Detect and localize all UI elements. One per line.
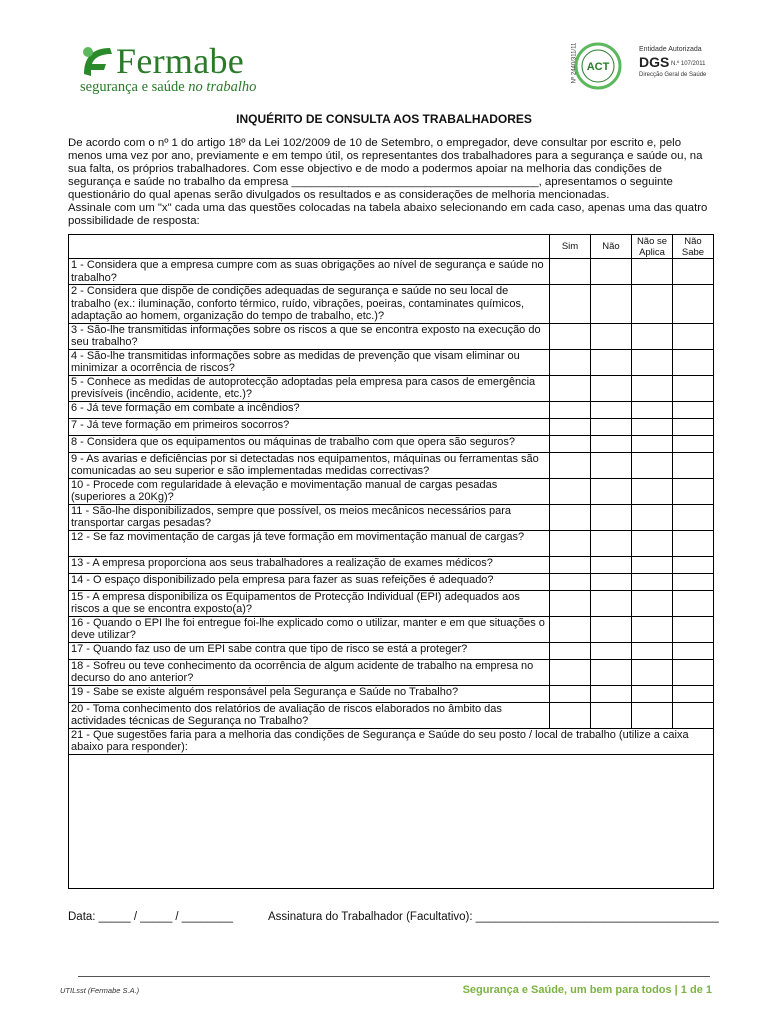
question-text: 8 - Considera que os equipamentos ou máquinas de trabalho com que opera são seguros? xyxy=(69,435,550,452)
question-text: 15 - A empresa disponibiliza os Equipamentos de Protecção Individual (EPI) adequados aos riscos a que se encontra exposto(a)? xyxy=(69,590,550,616)
answer-nao-sabe-cell[interactable] xyxy=(673,702,714,728)
logo-tag-main: segurança e saúde xyxy=(80,79,189,95)
answer-nao-sabe-cell[interactable] xyxy=(673,556,714,573)
header-nao-sabe: Não Sabe xyxy=(673,235,714,259)
answer-nao-se-aplica-cell[interactable] xyxy=(632,418,673,435)
answer-nao-cell[interactable] xyxy=(591,504,632,530)
table-row xyxy=(69,590,714,616)
table-row xyxy=(69,530,714,556)
question-text: 7 - Já teve formação em primeiros socorros? xyxy=(69,418,550,435)
answer-nao-se-aplica-cell[interactable] xyxy=(632,349,673,375)
page-title: INQUÉRITO DE CONSULTA AOS TRABALHADORES xyxy=(236,112,532,126)
answer-sim-cell[interactable] xyxy=(550,616,591,642)
answer-sim-cell[interactable] xyxy=(550,435,591,452)
question-text: 12 - Se faz movimentação de cargas já teve formação em movimentação manual de cargas? xyxy=(69,530,550,556)
answer-nao-cell[interactable] xyxy=(591,530,632,556)
answer-sim-cell[interactable] xyxy=(550,478,591,504)
question-text: 10 - Procede com regularidade à elevação e movimentação manual de cargas pesadas (superiores a 20Kg)? xyxy=(69,478,550,504)
answer-nao-se-aplica-cell[interactable] xyxy=(632,659,673,685)
table-row xyxy=(69,401,714,418)
answer-nao-sabe-cell[interactable] xyxy=(673,478,714,504)
question-text: 3 - São-lhe transmitidas informações sobre os riscos a que se encontra exposto na execução do seu trabalho? xyxy=(69,323,550,349)
question-text: 4 - São-lhe transmitidas informações sobre as medidas de prevenção que visam eliminar ou minimizar a ocorrência de riscos? xyxy=(69,349,550,375)
answer-sim-cell[interactable] xyxy=(550,573,591,590)
question-text: 1 - Considera que a empresa cumpre com as suas obrigações ao nível de segurança e saúde no trabalho? xyxy=(69,259,550,285)
answer-nao-cell[interactable] xyxy=(591,659,632,685)
answer-sim-cell[interactable] xyxy=(550,702,591,728)
answer-nao-cell[interactable] xyxy=(591,452,632,478)
answer-sim-cell[interactable] xyxy=(550,375,591,401)
answer-nao-cell[interactable] xyxy=(591,478,632,504)
question-text: 17 - Quando faz uso de um EPI sabe contra que tipo de risco se está a proteger? xyxy=(69,642,550,659)
answer-nao-se-aplica-cell[interactable] xyxy=(632,504,673,530)
answer-nao-cell[interactable] xyxy=(591,349,632,375)
cert-ring-label: ACT xyxy=(586,61,610,73)
answer-nao-cell[interactable] xyxy=(591,375,632,401)
answer-nao-se-aplica-cell[interactable] xyxy=(632,530,673,556)
logo-name: Fermabe xyxy=(116,41,245,81)
answer-nao-se-aplica-cell[interactable] xyxy=(632,590,673,616)
cert-entity: Entidade Autorizada xyxy=(639,46,702,53)
table-row xyxy=(69,418,714,435)
question-text: 18 - Sofreu ou teve conhecimento da ocorrência de algum acidente de trabalho na empresa no decurso do ano anterior? xyxy=(69,659,550,685)
answer-nao-se-aplica-cell[interactable] xyxy=(632,642,673,659)
suggestion-row xyxy=(69,754,714,888)
certification-block xyxy=(566,40,716,90)
answer-nao-se-aplica-cell[interactable] xyxy=(632,375,673,401)
question-text: 11 - São-lhe disponibilizados, sempre que possível, os meios mecânicos necessários para transportar cargas pesadas? xyxy=(69,504,550,530)
answer-sim-cell[interactable] xyxy=(550,452,591,478)
intro-text xyxy=(68,137,713,228)
table-row xyxy=(69,659,714,685)
questionnaire-table xyxy=(68,234,714,889)
answer-nao-sabe-cell[interactable] xyxy=(673,452,714,478)
answer-sim-cell[interactable] xyxy=(550,590,591,616)
cert-number: Nº 2440/311/11 xyxy=(571,42,578,84)
answer-nao-se-aplica-cell[interactable] xyxy=(632,556,673,573)
answer-nao-cell[interactable] xyxy=(591,590,632,616)
question-text: 13 - A empresa proporciona aos seus trabalhadores a realização de exames médicos? xyxy=(69,556,550,573)
table-row xyxy=(69,573,714,590)
header-nao-se-aplica: Não se Aplica xyxy=(632,235,673,259)
question-text: 5 - Conhece as medidas de autoprotecção adoptadas pela empresa para casos de emergência previsíveis (incêndio, acidente, etc.)? xyxy=(69,375,550,401)
answer-sim-cell[interactable] xyxy=(550,401,591,418)
logo-tag-italic: no trabalho xyxy=(188,79,257,95)
answer-nao-se-aplica-cell[interactable] xyxy=(632,702,673,728)
table-row xyxy=(69,478,714,504)
intro-paragraph: De acordo com o nº 1 do artigo 18º da Lei 102/2009 de 10 de Setembro, o empregador, deve consultar por escrito e, pelo menos uma vez por ano, previamente e em tempo útil, os representantes dos trabalhadores para a segurança e saúde ou, na sua falta, os próprios trabalhadores. Com esse objectivo e de modo a podermos apoiar na melhoria das condições de segurança e saúde no trabalho da empresa _______________________________________, apresentamos o seguinte questionário do qual apenas serão divulgados os resultados e as considerações de melhoria mencionadas. xyxy=(68,137,703,201)
answer-nao-cell[interactable] xyxy=(591,435,632,452)
answer-sim-cell[interactable] xyxy=(550,418,591,435)
answer-nao-sabe-cell[interactable] xyxy=(673,573,714,590)
answer-nao-se-aplica-cell[interactable] xyxy=(632,685,673,702)
answer-nao-se-aplica-cell[interactable] xyxy=(632,323,673,349)
date-field[interactable]: Data: _____ / _____ / ________ xyxy=(68,911,233,923)
answer-nao-sabe-cell[interactable] xyxy=(673,642,714,659)
answer-nao-sabe-cell[interactable] xyxy=(673,418,714,435)
cert-dgs-number: N.º 107/2011 xyxy=(671,61,706,67)
fermabe-logo-icon xyxy=(80,44,116,78)
table-row xyxy=(69,375,714,401)
answer-sim-cell[interactable] xyxy=(550,530,591,556)
question-text: 14 - O espaço disponibilizado pela empresa para fazer as suas refeições é adequado? xyxy=(69,573,550,590)
answer-sim-cell[interactable] xyxy=(550,659,591,685)
table-row xyxy=(69,349,714,375)
header-question xyxy=(69,235,550,259)
table-row xyxy=(69,452,714,478)
question-21-text: 21 - Que sugestões faria para a melhoria das condições de Segurança e Saúde do seu posto / local de trabalho (utilize a caixa abaixo para responder): xyxy=(69,728,714,754)
cert-dgs: DGS xyxy=(639,54,670,70)
answer-nao-se-aplica-cell[interactable] xyxy=(632,285,673,324)
table-row xyxy=(69,504,714,530)
logo-tagline xyxy=(80,79,256,96)
footer-company: UTILsst (Fermabe S.A.) xyxy=(60,986,140,995)
footer-slogan: Segurança e Saúde, um bem para todos | 1 de 1 xyxy=(462,984,712,996)
answer-sim-cell[interactable] xyxy=(550,349,591,375)
header-nao: Não xyxy=(591,235,632,259)
answer-nao-sabe-cell[interactable] xyxy=(673,616,714,642)
answer-sim-cell[interactable] xyxy=(550,285,591,324)
answer-nao-sabe-cell[interactable] xyxy=(673,504,714,530)
answer-sim-cell[interactable] xyxy=(550,685,591,702)
answer-nao-se-aplica-cell[interactable] xyxy=(632,573,673,590)
answer-nao-sabe-cell[interactable] xyxy=(673,590,714,616)
table-row xyxy=(69,435,714,452)
header-sim: Sim xyxy=(550,235,591,259)
cert-direction: Direcção Geral de Saúde xyxy=(639,72,707,78)
answer-nao-sabe-cell[interactable] xyxy=(673,323,714,349)
question-text: 2 - Considera que dispõe de condições adequadas de segurança e saúde no seu local de trabalho (ex.: iluminação, conforto térmico, ruído, vibrações, poeiras, contaminates químicos, adaptação ao homem, organização do tempo de trabalho, etc.)? xyxy=(69,285,550,324)
answer-nao-sabe-cell[interactable] xyxy=(673,375,714,401)
answer-nao-se-aplica-cell[interactable] xyxy=(632,401,673,418)
answer-nao-sabe-cell[interactable] xyxy=(673,530,714,556)
answer-nao-sabe-cell[interactable] xyxy=(673,659,714,685)
answer-nao-cell[interactable] xyxy=(591,418,632,435)
answer-sim-cell[interactable] xyxy=(550,259,591,285)
answer-nao-sabe-cell[interactable] xyxy=(673,685,714,702)
answer-nao-cell[interactable] xyxy=(591,323,632,349)
footer-divider xyxy=(78,976,710,977)
answer-sim-cell[interactable] xyxy=(550,556,591,573)
suggestion-box[interactable] xyxy=(69,754,714,888)
answer-nao-se-aplica-cell[interactable] xyxy=(632,435,673,452)
question-text: 6 - Já teve formação em combate a incêndios? xyxy=(69,401,550,418)
table-row xyxy=(69,685,714,702)
table-row xyxy=(69,285,714,324)
answer-nao-sabe-cell[interactable] xyxy=(673,259,714,285)
answer-sim-cell[interactable] xyxy=(550,504,591,530)
table-row xyxy=(69,259,714,285)
table-row xyxy=(69,728,714,754)
answer-nao-se-aplica-cell[interactable] xyxy=(632,478,673,504)
question-text: 16 - Quando o EPI lhe foi entregue foi-lhe explicado como o utilizar, manter e em que situações o deve utilizar? xyxy=(69,616,550,642)
answer-sim-cell[interactable] xyxy=(550,642,591,659)
answer-nao-sabe-cell[interactable] xyxy=(673,285,714,324)
answer-nao-se-aplica-cell[interactable] xyxy=(632,616,673,642)
question-text: 9 - As avarias e deficiências por si detectadas nos equipamentos, máquinas ou ferramentas são comunicadas ao seu superior e são implementadas medidas correctivas? xyxy=(69,452,550,478)
table-row xyxy=(69,323,714,349)
answer-nao-cell[interactable] xyxy=(591,556,632,573)
question-text: 19 - Sabe se existe alguém responsável pela Segurança e Saúde no Trabalho? xyxy=(69,685,550,702)
answer-sim-cell[interactable] xyxy=(550,323,591,349)
signature-field[interactable]: Assinatura do Trabalhador (Facultativo): ______________________________________ xyxy=(268,911,719,923)
answer-nao-cell[interactable] xyxy=(591,702,632,728)
answer-nao-cell[interactable] xyxy=(591,642,632,659)
answer-nao-cell[interactable] xyxy=(591,401,632,418)
answer-nao-cell[interactable] xyxy=(591,616,632,642)
table-header-row xyxy=(69,235,714,259)
answer-nao-cell[interactable] xyxy=(591,573,632,590)
intro-paragraph: Assinale com um "x" cada uma das questões colocadas na tabela abaixo selecionando em cada caso, apenas uma das quatro possibilidade de resposta: xyxy=(68,202,708,227)
table-row xyxy=(69,642,714,659)
answer-nao-sabe-cell[interactable] xyxy=(673,349,714,375)
act-certification-seal-icon xyxy=(574,42,622,90)
answer-nao-sabe-cell[interactable] xyxy=(673,401,714,418)
answer-nao-se-aplica-cell[interactable] xyxy=(632,452,673,478)
table-row xyxy=(69,616,714,642)
answer-nao-sabe-cell[interactable] xyxy=(673,435,714,452)
table-row xyxy=(69,556,714,573)
answer-nao-cell[interactable] xyxy=(591,259,632,285)
answer-nao-cell[interactable] xyxy=(591,685,632,702)
answer-nao-se-aplica-cell[interactable] xyxy=(632,259,673,285)
answer-nao-cell[interactable] xyxy=(591,285,632,324)
table-row xyxy=(69,702,714,728)
fermabe-logo xyxy=(80,42,280,98)
question-text: 20 - Toma conhecimento dos relatórios de avaliação de riscos elaborados no âmbito das actividades técnicas de Segurança no Trabalho? xyxy=(69,702,550,728)
